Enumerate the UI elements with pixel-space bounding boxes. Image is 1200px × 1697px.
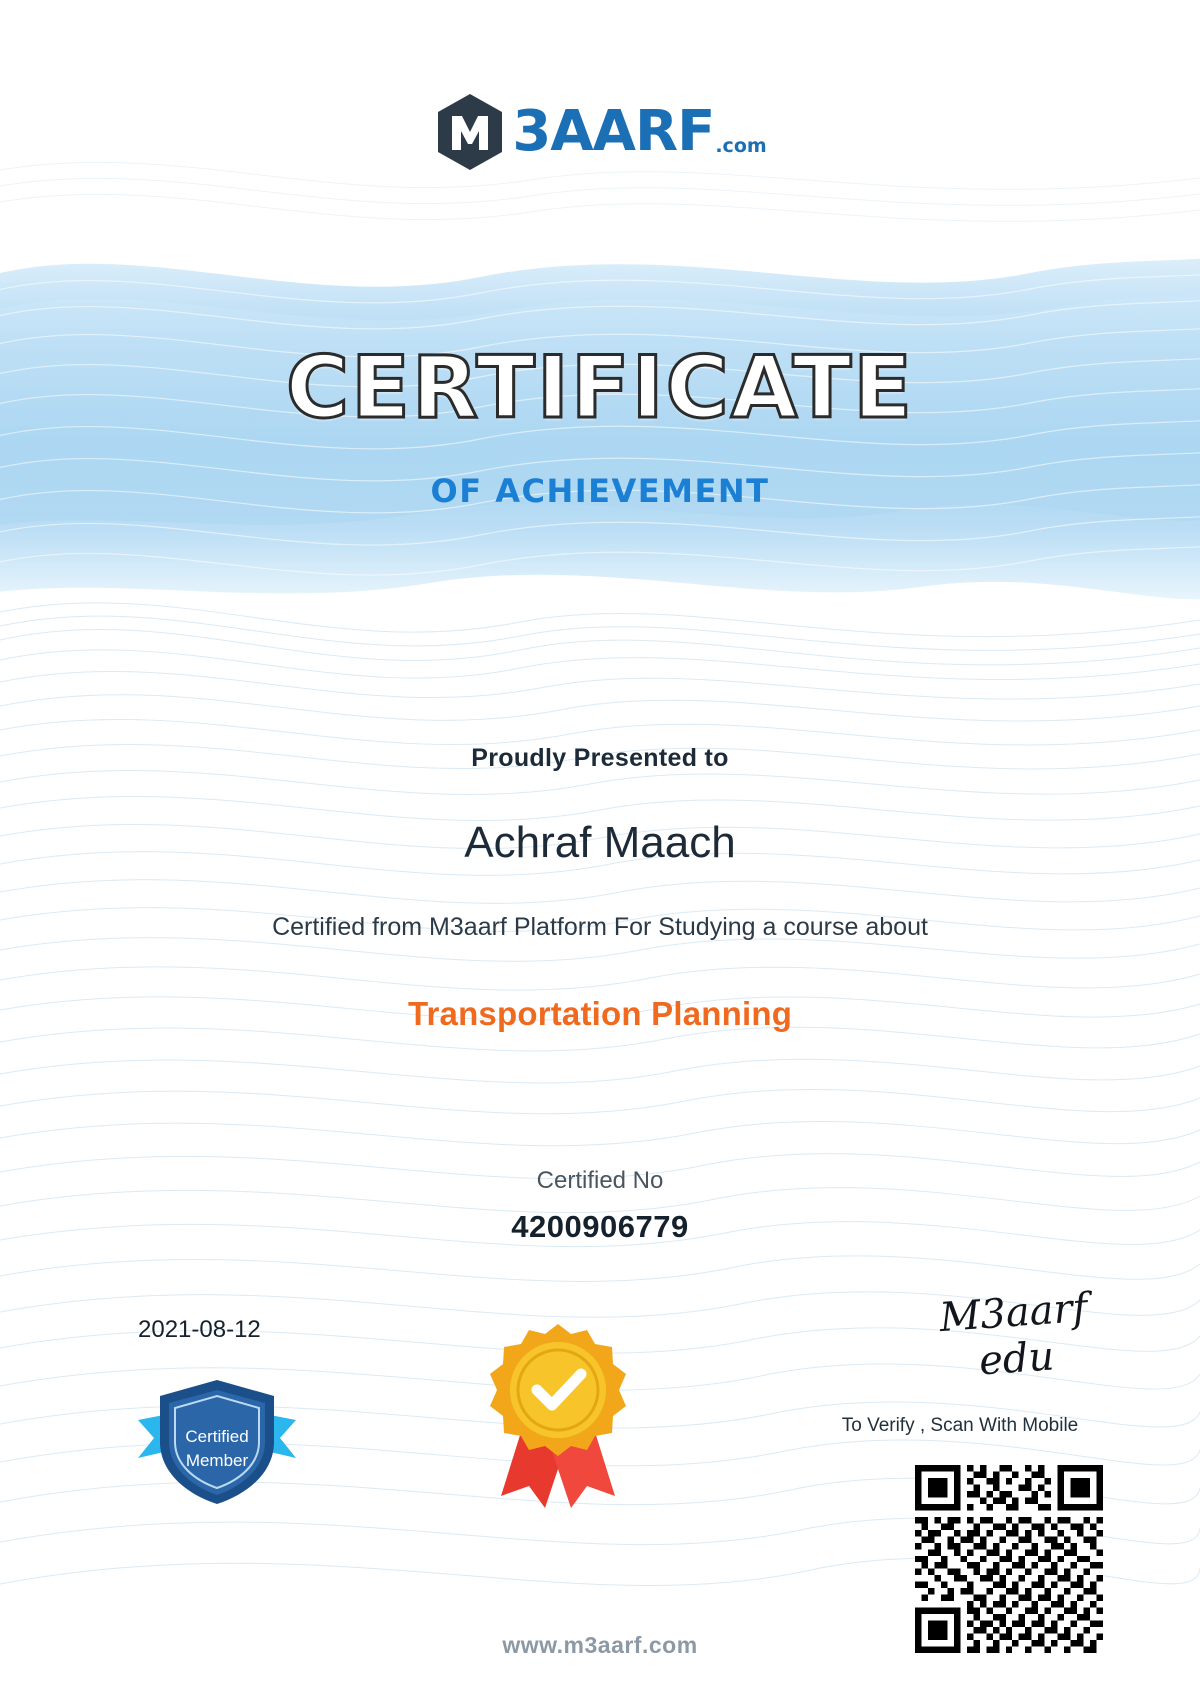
recipient-name: Achraf Maach: [464, 818, 736, 867]
issue-date: 2021-08-12: [138, 1316, 261, 1343]
gold-award-seal-icon: [483, 1320, 633, 1510]
presented-to-label: Proudly Presented to: [471, 744, 729, 772]
certificate-subtitle: OF ACHIEVEMENT: [430, 472, 770, 510]
brand-logo-suffix: .com: [715, 135, 767, 157]
signature: M3aarf edu: [937, 1284, 1089, 1385]
m3aarf-hexagon-logo-icon: [434, 92, 506, 172]
certificate-statement: Certified from M3aarf Platform For Studying a course about: [272, 913, 928, 941]
certified-member-badge-icon: [128, 1376, 306, 1506]
svg-text:Certified: Certified: [185, 1427, 249, 1446]
svg-text:Member: Member: [185, 1451, 249, 1470]
course-title: Transportation Planning: [407, 995, 793, 1032]
certificate-title: CERTIFICATE: [285, 338, 915, 438]
website-url: www.m3aarf.com: [502, 1632, 698, 1658]
verify-instruction: To Verify , Scan With Mobile: [841, 1415, 1079, 1436]
brand-logo-text: 3AARF: [512, 99, 715, 164]
brand-logo: [0, 92, 1200, 172]
certificate-number-value: 4200906779: [511, 1209, 689, 1244]
qr-code-icon[interactable]: [915, 1465, 1103, 1653]
certificate-number-label: Certified No: [536, 1167, 664, 1194]
